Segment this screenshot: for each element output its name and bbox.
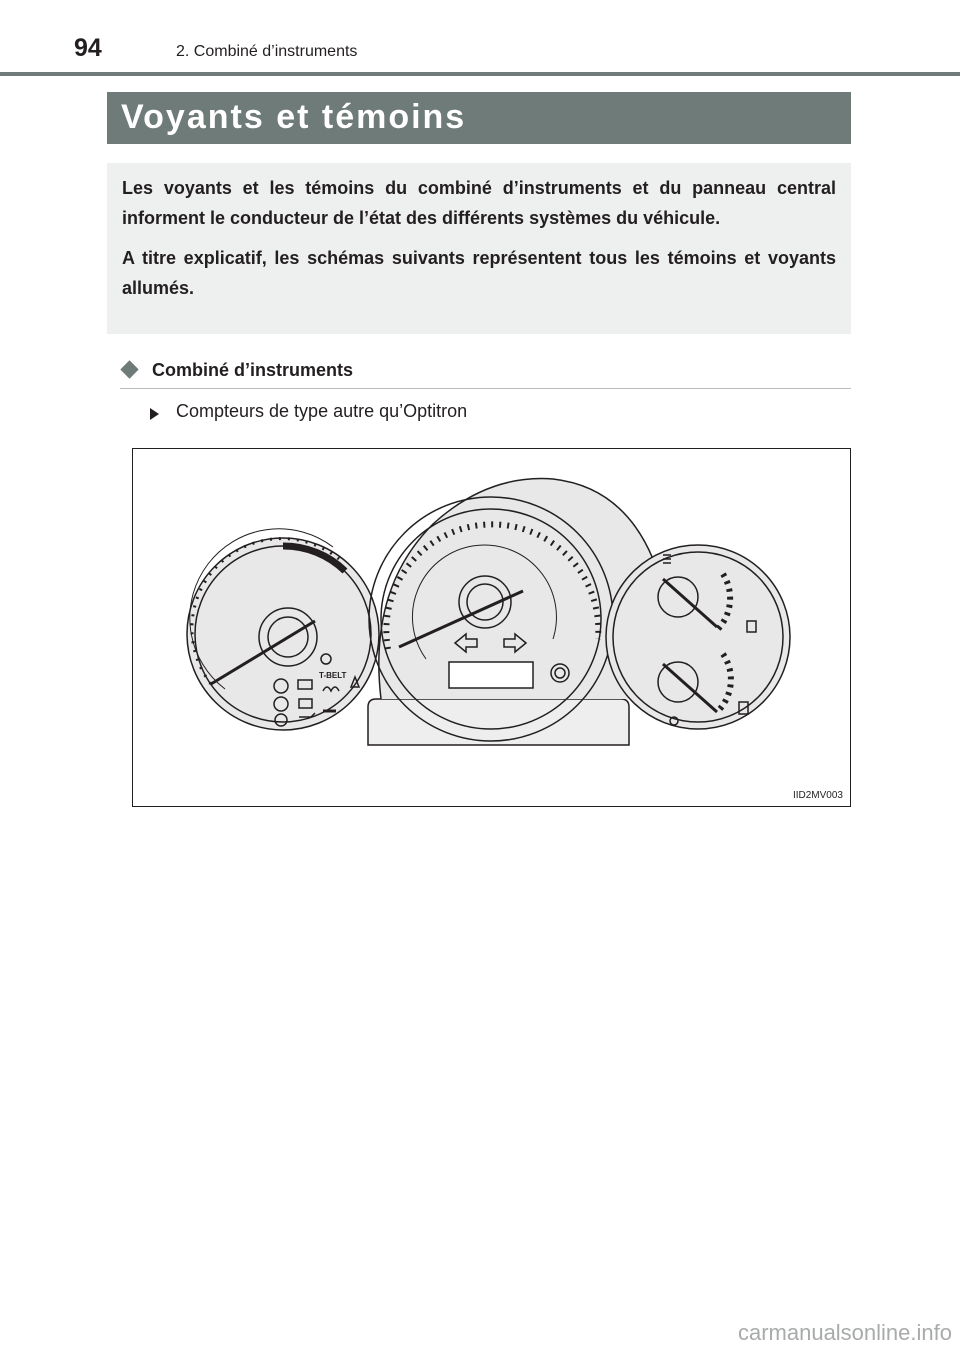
triangle-bullet-icon bbox=[150, 408, 159, 420]
intro-box bbox=[107, 163, 851, 334]
instrument-cluster-figure bbox=[132, 448, 851, 807]
belt-label: T-BELT bbox=[319, 671, 347, 680]
header-rule bbox=[0, 72, 960, 76]
subsection-heading bbox=[120, 358, 851, 389]
page-number: 94 bbox=[74, 34, 102, 62]
intro-paragraph-1: Les voyants et les témoins du combiné d’instruments et du panneau central informent le conducteur de l’état des différents systèmes du véhicule. bbox=[122, 178, 836, 228]
section-banner bbox=[107, 92, 851, 144]
diamond-bullet-icon bbox=[120, 360, 138, 378]
subsection-item-text: Compteurs de type autre qu’Optitron bbox=[176, 401, 468, 421]
instrument-cluster-drawing bbox=[133, 449, 850, 806]
odometer-display bbox=[449, 662, 533, 688]
running-header: 2. Combiné d’instruments bbox=[176, 43, 358, 60]
intro-paragraph-2: A titre explicatif, les schémas suivants représentent tous les témoins et voyants allumés. bbox=[122, 248, 836, 298]
subsection-heading-text: Combiné d’instruments bbox=[152, 360, 354, 380]
section-title: Voyants et témoins bbox=[121, 98, 467, 136]
figure-code: IID2MV003 bbox=[792, 790, 843, 801]
right-gauge-outer bbox=[606, 545, 790, 729]
cluster-bottom-panel bbox=[368, 699, 629, 745]
watermark: carmanualsonline.info bbox=[737, 1320, 952, 1345]
